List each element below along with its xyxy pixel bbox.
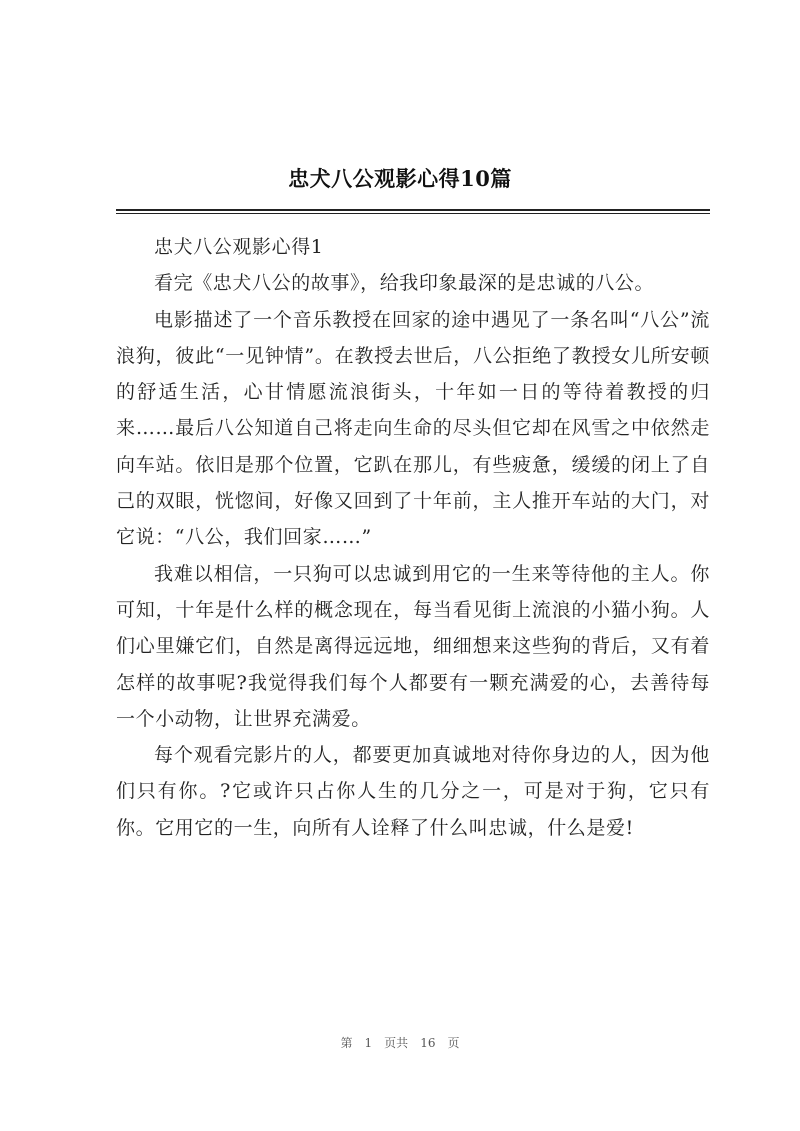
page-title: 忠犬八公观影心得10篇 (288, 166, 512, 191)
paragraph: 每个观看完影片的人，都要更加真诚地对待你身边的人，因为他们只有你。?它或许只占你人生的几分之一，可是对于狗，它只有你。它用它的一生，向所有人诠释了什么叫忠诚，什么是爱! (116, 744, 710, 839)
footer-total-pages: 16 (420, 1036, 436, 1050)
page-footer (0, 1034, 800, 1051)
footer-current-page: 1 (364, 1036, 373, 1050)
title-divider (116, 209, 710, 214)
footer-middle: 页共 (384, 1036, 409, 1050)
paragraph: 我难以相信，一只狗可以忠诚到用它的一生来等待他的主人。你可知，十年是什么样的概念现在，每当看见街上流浪的小猫小狗。人们心里嫌它们，自然是离得远远地，细细想来这些狗的背后，又有着怎样的故事呢?我觉得我们每个人都要有一颗充满爱的心，去善待每一个小动物，让世界充满爱。 (116, 562, 710, 730)
footer-prefix: 第 (340, 1036, 353, 1050)
paragraph: 电影描述了一个音乐教授在回家的途中遇见了一条名叫“八公”流浪狗，彼此“一见钟情”。在教授去世后，八公拒绝了教授女儿所安顿的舒适生活，心甘情愿流浪街头，十年如一日的等待着教授的归来……最后八公知道自己将走向生命的尽头但它却在风雪之中依然走向车站。依旧是那个位置，它趴在那儿，有些疲惫，缓缓的闭上了自己的双眼，恍惚间，好像又回到了十年前，主人推开车站的大门，对它说：“八公，我们回家……” (116, 308, 710, 549)
section-heading: 忠犬八公观影心得1 (154, 236, 324, 258)
paragraph: 看完《忠犬八公的故事》，给我印象最深的是忠诚的八公。 (154, 272, 655, 295)
document-body (116, 229, 710, 846)
footer-suffix: 页 (447, 1036, 460, 1050)
